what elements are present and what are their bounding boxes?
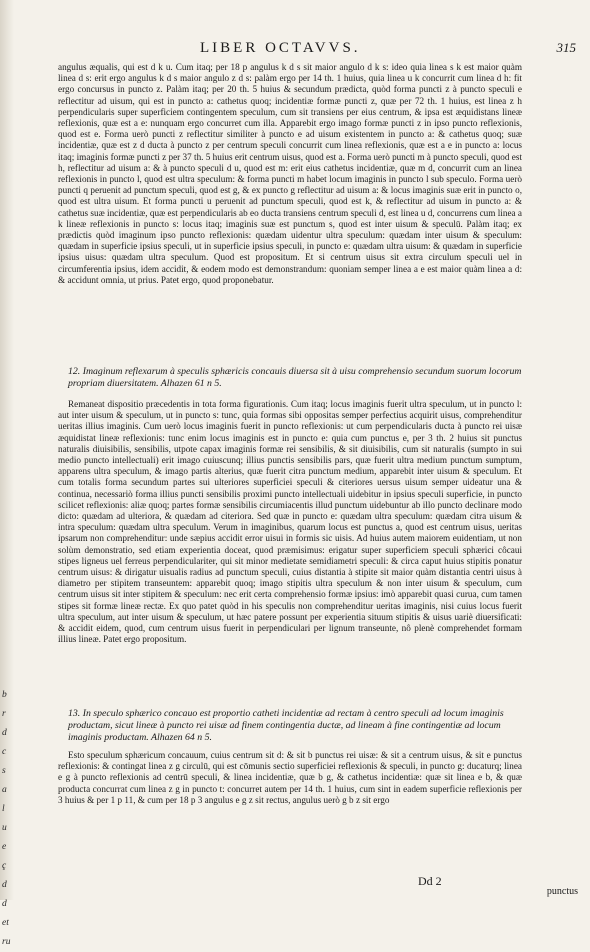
signature-mark: Dd 2 <box>418 874 442 888</box>
margin-fragment-line: d <box>2 728 7 738</box>
proposition-13-heading: 13. In speculo sphærico concauo est proportio catheti incidentiæ ad rectam à centro speculi ad locum imaginis productam, sicut lineæ à puncto rei uisæ ad finem contingentia ductæ, ad lineam à fine contingentiæ ad locum imaginis productam. Alhazen 64 n 5. <box>68 708 504 743</box>
paragraph-2: Remaneat dispositio præcedentis in tota forma figurationis. Cum itaq; locus imaginis fuerit ultra speculum, ut in puncto l: aut inter uisum & speculum, ut in puncto s: tunc, quia formas sibi oppositas semper perfectius acquirit uisus, comprehenditur ueritas illius imaginis. Cum uerò locus imaginis fuerit in puncto reflexionis: ut cum perpendicularis ducta à puncto rei uisæ æquidistat lineæ reflexionis: tunc enim locus imaginis est in puncto e: quia cum punctus e, per 3 th. 2 huius sit punctus naturalis diuisibilis, sensibilis, utpote capax imaginis formæ rei sensibilis, & sit diuisibilis, cum sit naturalis (sumpto in sui medio puncto intellectuali) erit imago cuiuscunq; illius punctis sensibilis pars, quæ fuerit ultra medium punctum sumptum, apparens ultra speculum, & imago partis alterius, quæ fuerit citra punctum medium, apparebit inter uisum & speculum. Et cum totalis forma secundum partes sui ulteriores superficiei speculi & citeriores uersus uisum semper uideatur una & continua, necessariò forma illius puncti sensibilis proximi puncto intellectuali uidebitur in ipsius speculi superficie, in puncto scilicet reflexionis: aliæ quoq; partes formæ sensibilis circumiacentis illud punctum uidebuntur ab illo puncto declinare modo dicto: quædam ad ulteriora, & quædam ad citeriora. Sed quæ in puncto e: quædam ultra speculum: quædam citra uisum & intra speculum: quædam ultra speculum. Verum in imaginibus, quarum locus est punctus a, quod est centrum uisus, ueritas ipsarum non comprehenditur: unde sæpius accidit error uisui in formis sic uisis. Ad huius autem maiorem euidentiam, ut non solùm demonstratio, sed etiam experientia doceat, quod præmisimus: erigatur super superficiem speculi sphærici côcaui stipes ligneus uel ferreus perpendiculariter, qui sit minor medietate semidiametri speculi: & circa caput huius stipitis ponatur centrum uisus: & dirigatur uisualis radius ad punctum speculi, cuius distantia à stipite sit maior quàm distantia centri uisus à diametro per stipitem transeuntem: apparebit quoq; imago stipitis ultra speculum & non inter uisum & speculum, cum centrum uisus sit inter stipitem & speculum: nec erit certa comprehensio formæ ipsius: imò apparebit quasi curua, cum tamen stipes sit formæ lineæ rectæ. Ex quo patet quòd in his speculis non comprehenditur ueritas imaginis, nisi cuius locus fuerit ultra speculum, aut inter uisum & speculum, ut hæc patere possunt per experientia situum stipitis & uisus uariè diuersificati: & accidit eidem, quod, cum centrum uisus fuerit in perpendiculari per lignum transeunte, nô plenè comprehendet formam illius lineæ. Patet ergo propositum. <box>58 399 522 645</box>
margin-fragment-line: e <box>2 842 7 852</box>
margin-fragment-line: a <box>2 785 7 795</box>
margin-fragment-line: r <box>2 709 6 719</box>
paragraph-3: Esto speculum sphæricum concauum, cuius centrum sit d: & sit b punctus rei uisæ: & sit a centrum uisus, & sit e punctus reflexionis: & contingat linea z g circulū, qui est cōmunis sectio superficiei reflexionis & speculi, in puncto g: ducaturq; linea e g à puncto reflexionis ad centrū speculi, & linea incidentiæ, quæ b g, & cathetus incidentiæ: quæ sit linea e b, & quæ producta concurrat cum linea z g in puncto t: concurret autem per 14 th. 1 huius, cum sint in eadem superficie reflexionis per 3 huius & per 1 p 11, & cum per 18 p 3 angulus e g z sit rectus, angulus uerò g b z sit ergo <box>58 750 522 805</box>
margin-fragment-line: c <box>2 747 7 757</box>
running-header <box>60 40 580 58</box>
running-title: LIBER OCTAVVS. <box>200 40 361 56</box>
margin-fragment-line: b <box>2 690 7 700</box>
margin-fragment-line: et <box>2 918 9 928</box>
catchword: punctus <box>546 886 578 897</box>
margin-fragment-line: l <box>2 804 5 814</box>
proposition-12-heading: 12. Imaginum reflexarum à speculis sphæricis concauis diuersa sit à uisu comprehensio secundum suorum locorum propriam diuersitatem. Alhazen 61 n 5. <box>68 366 522 389</box>
folio-number: 315 <box>556 40 576 55</box>
margin-fragment-line: ç <box>2 861 7 871</box>
margin-fragment-line: u <box>2 823 7 833</box>
margin-fragment <box>2 686 18 952</box>
paragraph-1: angulus æqualis, qui est d k u. Cum itaq; per 18 p angulus k d s sit maior angulo d k s: ideo quia linea s k est maior quàm linea d s: erit ergo angulus k d s maior angulo z d s: palàm ergo per 14 th. 1 huius, quia linea u k concurrit cum linea d h: fit ergo concursus in puncto z. Palàm itaq; per 20 th. 5 huius & secundum prædicta, quòd forma puncti z à puncto speculi e reflectitur ad uisum, qui est in puncto a: cathetus quoq; incidentiæ formæ puncti z, quæ per 72 th. 1 huius, est linea z h perpendicularis super superficiem contingentem speculum, cum sit transiens per eius centrum, & ipsa est æquidistans lineæ reflexionis, quæ est a e: nunquam ergo concurret cum illa. Apparebit ergo imago formæ puncti z in ipso puncto reflexionis, quod est e. Forma uerò puncti z reflectitur similiter à puncto e ad uisum existentem in puncto a: & cathetus quoq; suæ incidentiæ, quæ est z d ducta à puncto z per centrum speculi concurrit cum linea reflexionis, quæ est a e in puncto a: locus itaq; imaginis formæ puncti z per 37 th. 5 huius erit centrum uisus, quod est a. Forma uerò puncti m à puncto speculi, quod est h, reflectitur ad uisum a: & à puncto speculi d u, quod est m: erit eius cathetus incidentiæ, quæ m d, concurrit cum an linea reflexionis in puncto l, quod est ultra speculum: & forma puncti m habet locum imaginis in puncto l sub speculo. Forma uerò puncti q peruenit ad punctum speculi, quod est g, & ex puncto g reflectitur ad uisum a: & locus imaginis suæ erit in puncto o, quod est ultra uisum. Et forma puncti u peruenit ad punctum speculi, quod est k, & reflectitur ad uisum in puncto a: & cathetus suæ incidentiæ, quæ est perpendicularis ab eo ducta transiens centrum speculi d, est linea u d, concurrens cum linea a k lineæ reflexionis in puncto s: locus itaq; imaginis suæ est punctum s, quod est inter uisum & speculū. Palàm itaq; ex prædictis quòd imaginum ipso puncto reflexionis: quædam uidentur ultra speculum: quædam inter uisum & speculum: quædam in superficie ipsius speculi, ut in superficie ipsius speculi, in puncto e: quædam ultra uisum: & quædam in superficie ipsius uisus: quædam ultra speculum. Quod est propositum. Et si centrum uisus sit extra circulum speculi uel in circumferentia ipsius, idem accidit, & eodem modo est demonstrandum: quoniam semper linea a e est maior quàm linea a d: & accidunt omnia, ut prius. Patet ergo, quod proponebatur. <box>58 62 522 285</box>
margin-fragment-line: d <box>2 899 7 909</box>
margin-fragment-line: ru <box>2 937 11 947</box>
margin-fragment-line: s <box>2 766 6 776</box>
margin-fragment-line: d <box>2 880 7 890</box>
